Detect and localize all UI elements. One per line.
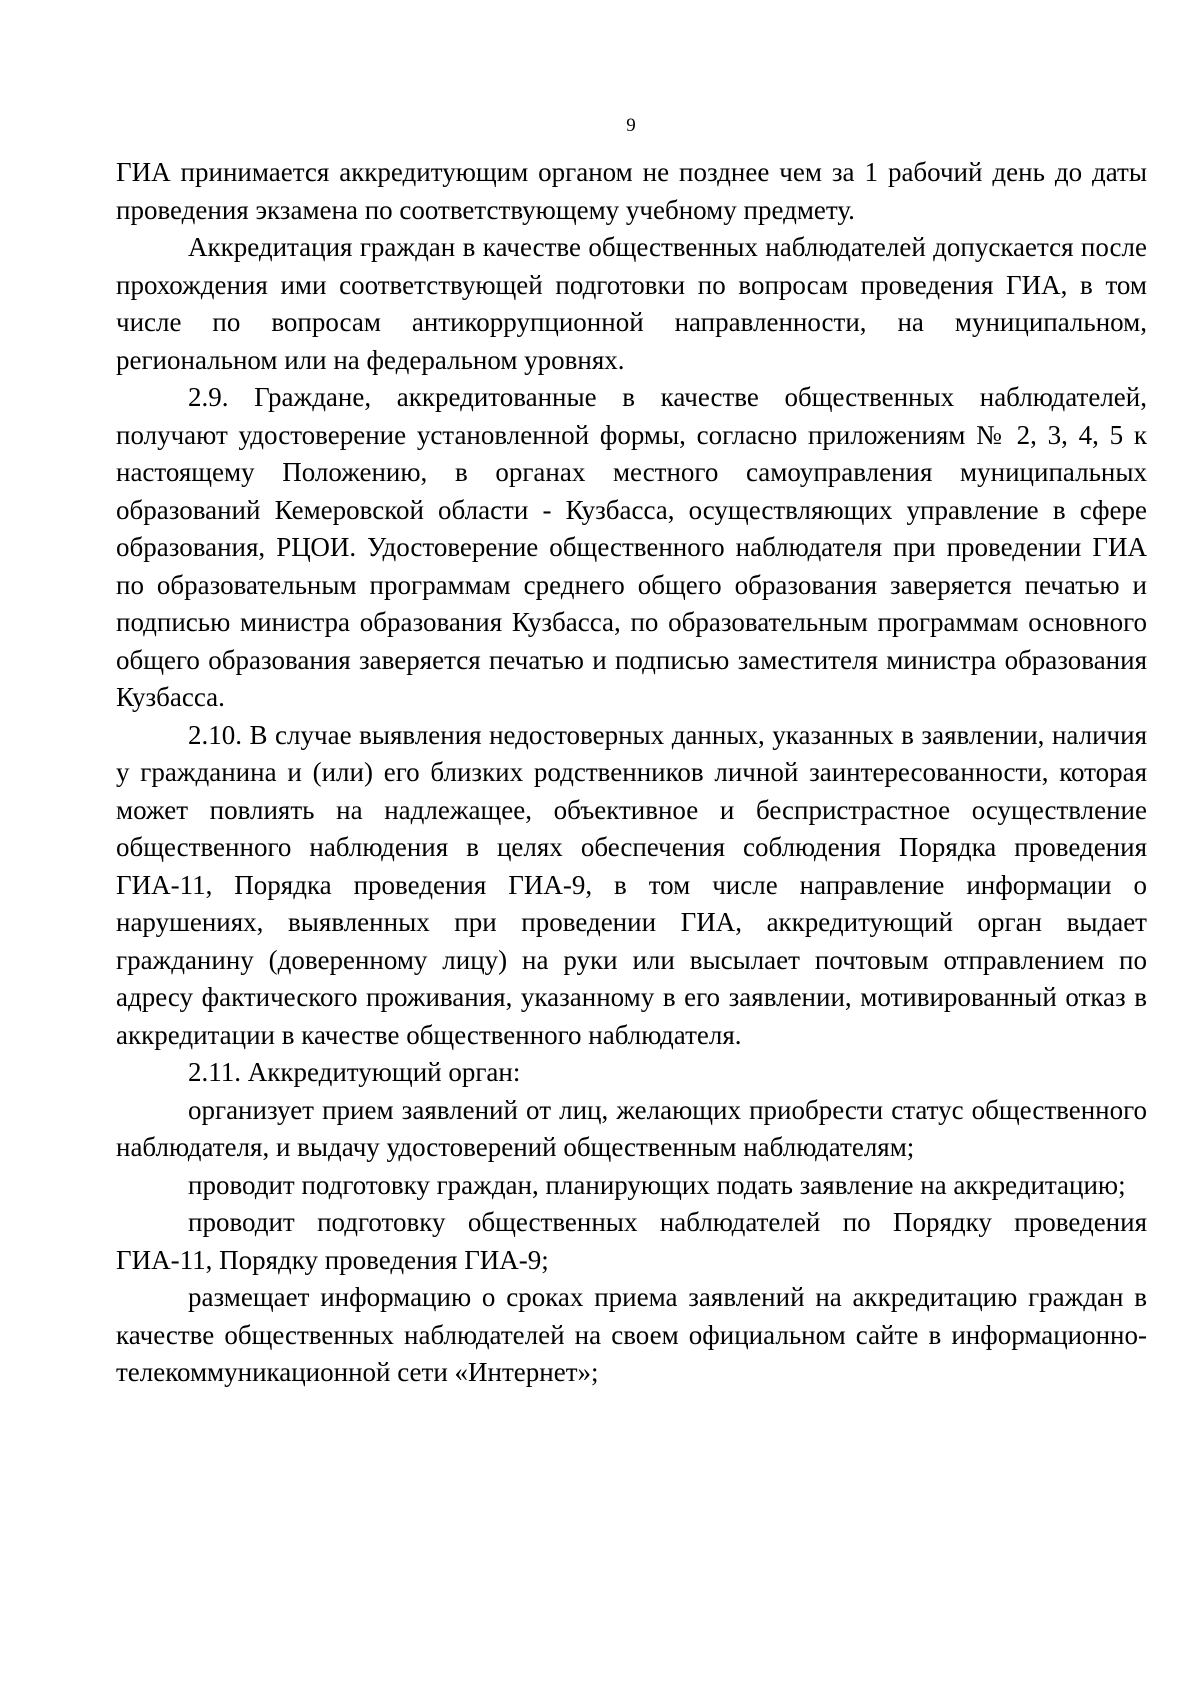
paragraph: 2.9. Граждане, аккредитованные в качестве общественных наблюдателей, получают удостоверение установленной формы, согласно приложениям № 2, 3, 4, 5 к настоящему Положению, в органах местного самоуправления муниципальных образований Кемеровской области - Кузбасса, осуществляющих управление в сфере образования, РЦОИ. Удостоверение общественного наблюдателя при проведении ГИА по образовательным программам среднего общего образования заверяется печатью и подписью министра образования Кузбасса, по образовательным программам основного общего образования заверяется печатью и подписью заместителя министра образования Кузбасса. — [116, 382, 1147, 712]
paragraph: 2.10. В случае выявления недостоверных данных, указанных в заявлении, наличия у гражданина и (или) его близких родственников личной заинтересованности, которая может повлиять на надлежащее, объективное и беспристрастное осуществление общественного наблюдения в целях обеспечения соблюдения Порядка проведения ГИА-11, Порядка проведения ГИА-9, в том числе направление информации о нарушениях, выявленных при проведении ГИА, аккредитующий орган выдает гражданину (доверенному лицу) на руки или высылает почтовым отправлением по адресу фактического проживания, указанному в его заявлении, мотивированный отказ в аккредитации в качестве общественного наблюдателя. — [116, 719, 1147, 1050]
document-body — [116, 154, 1147, 1392]
paragraph: ГИА принимается аккредитующим органом не позднее чем за 1 рабочий день до даты проведения экзамена по соответствующему учебному предмету. — [116, 157, 1147, 225]
paragraph: Аккредитация граждан в качестве общественных наблюдателей допускается после прохождения ими соответствующей подготовки по вопросам проведения ГИА, в том числе по вопросам антикоррупционной направленности, на муниципальном, региональном или на федеральном уровнях. — [116, 232, 1147, 375]
paragraph: проводит подготовку граждан, планирующих подать заявление на аккредитацию; — [188, 1169, 1126, 1200]
paragraph: проводит подготовку общественных наблюдателей по Порядку проведения ГИА-11, Порядку проведения ГИА-9; — [116, 1207, 1147, 1275]
page-number: 9 — [626, 115, 636, 136]
paragraph: размещает информацию о сроках приема заявлений на аккредитацию граждан в качестве общественных наблюдателей на своем официальном сайте в информационно-телекоммуникационной сети «Интернет»; — [116, 1282, 1147, 1387]
paragraph: организует прием заявлений от лиц, желающих приобрести статус общественного наблюдателя, и выдачу удостоверений общественным наблюдателям; — [116, 1094, 1147, 1162]
paragraph: 2.11. Аккредитующий орган: — [188, 1057, 521, 1087]
